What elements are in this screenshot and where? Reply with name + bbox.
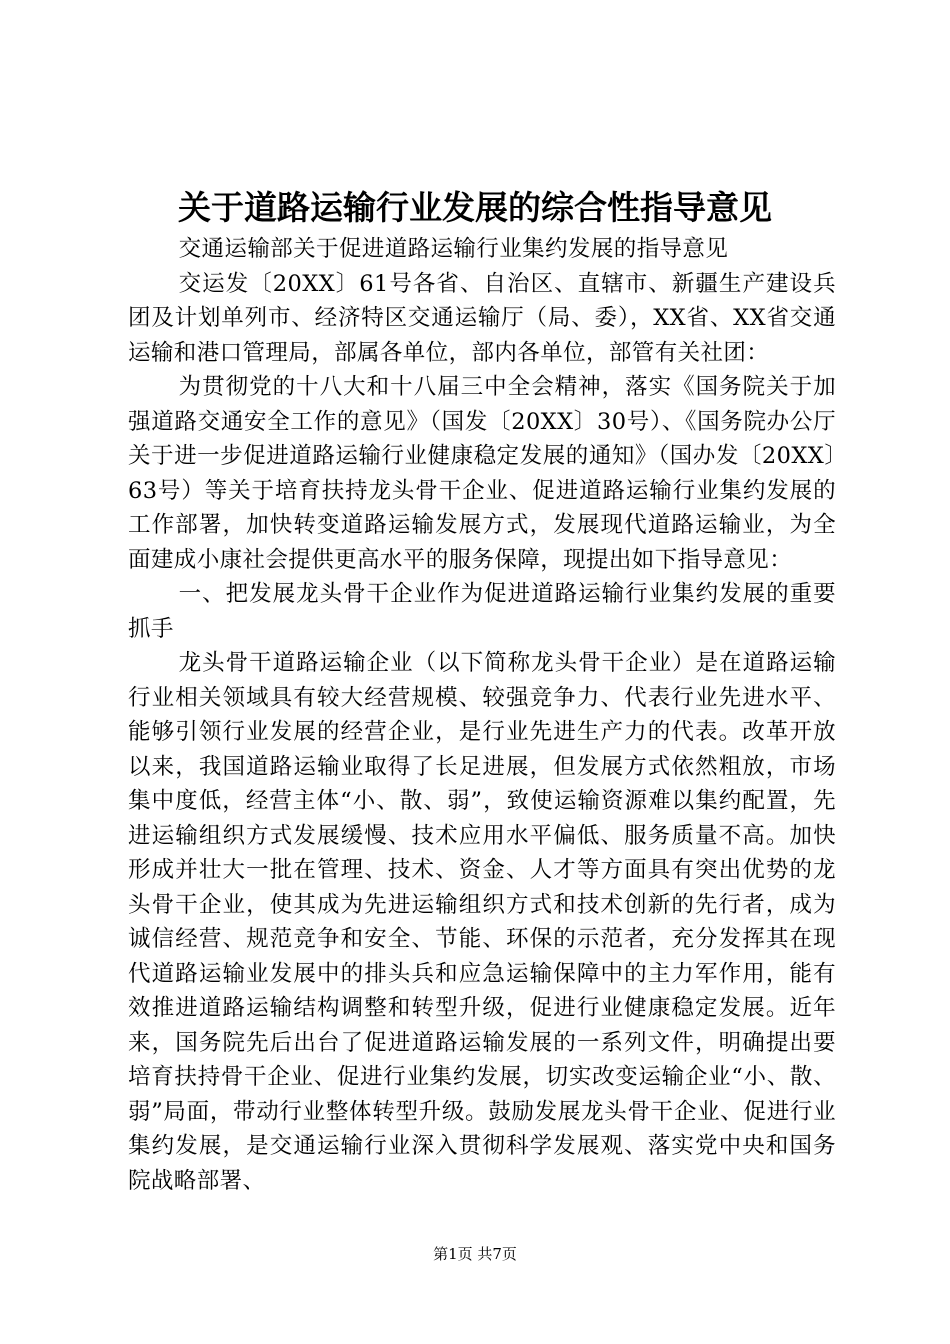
paragraph-purpose: 为贯彻党的十八大和十八届三中全会精神，落实《国务院关于加强道路交通安全工作的意见》（国发〔20XX〕30号）、《国务院办公厅关于进一步促进道路运输行业健康稳定发展的通知》（国办发〔20XX〕63号）等关于培育扶持龙头骨干企业、促进道路运输行业集约发展的工作部署，加快转变道路运输发展方式，发展现代道路运输业，为全面建成小康社会提供更高水平的服务保障，现提出如下指导意见：	[128, 374, 836, 573]
document-title: 关于道路运输行业发展的综合性指导意见	[178, 188, 772, 227]
page-number-footer: 第1页 共7页	[433, 1245, 517, 1263]
paragraph-section-heading: 一、把发展龙头骨干企业作为促进道路运输行业集约发展的重要抓手	[128, 581, 836, 642]
paragraph-subtitle: 交通运输部关于促进道路运输行业集约发展的指导意见	[178, 236, 729, 262]
paragraph-section-body: 龙头骨干道路运输企业（以下简称龙头骨干企业）是在道路运输行业相关领域具有较大经营规模、较强竞争力、代表行业先进水平、能够引领行业发展的经营企业，是行业先进生产力的代表。改革开放以来，我国道路运输业取得了长足进展，但发展方式依然粗放，市场集中度低，经营主体“小、散、弱”，致使运输资源难以集约配置，先进运输组织方式发展缓慢、技术应用水平偏低、服务质量不高。加快形成并壮大一批在管理、技术、资金、人才等方面具有突出优势的龙头骨干企业，使其成为先进运输组织方式和技术创新的先行者，成为诚信经营、规范竞争和安全、节能、环保的示范者，充分发挥其在现代道路运输业发展中的排头兵和应急运输保障中的主力军作用，能有效推进道路运输结构调整和转型升级，促进行业健康稳定发展。近年来，国务院先后出台了促进道路运输发展的一系列文件，明确提出要培育扶持骨干企业、促进行业集约发展，切实改变运输企业“小、散、弱”局面，带动行业整体转型升级。鼓励发展龙头骨干企业、促进行业集约发展，是交通运输行业深入贯彻科学发展观、落实党中央和国务院战略部署、	[128, 650, 836, 1194]
document-body	[128, 232, 836, 1198]
paragraph-addressees: 交运发〔20XX〕61号各省、自治区、直辖市、新疆生产建设兵团及计划单列市、经济特区交通运输厅（局、委），XX省、XX省交通运输和港口管理局，部属各单位，部内各单位，部管有关社团：	[128, 270, 836, 366]
